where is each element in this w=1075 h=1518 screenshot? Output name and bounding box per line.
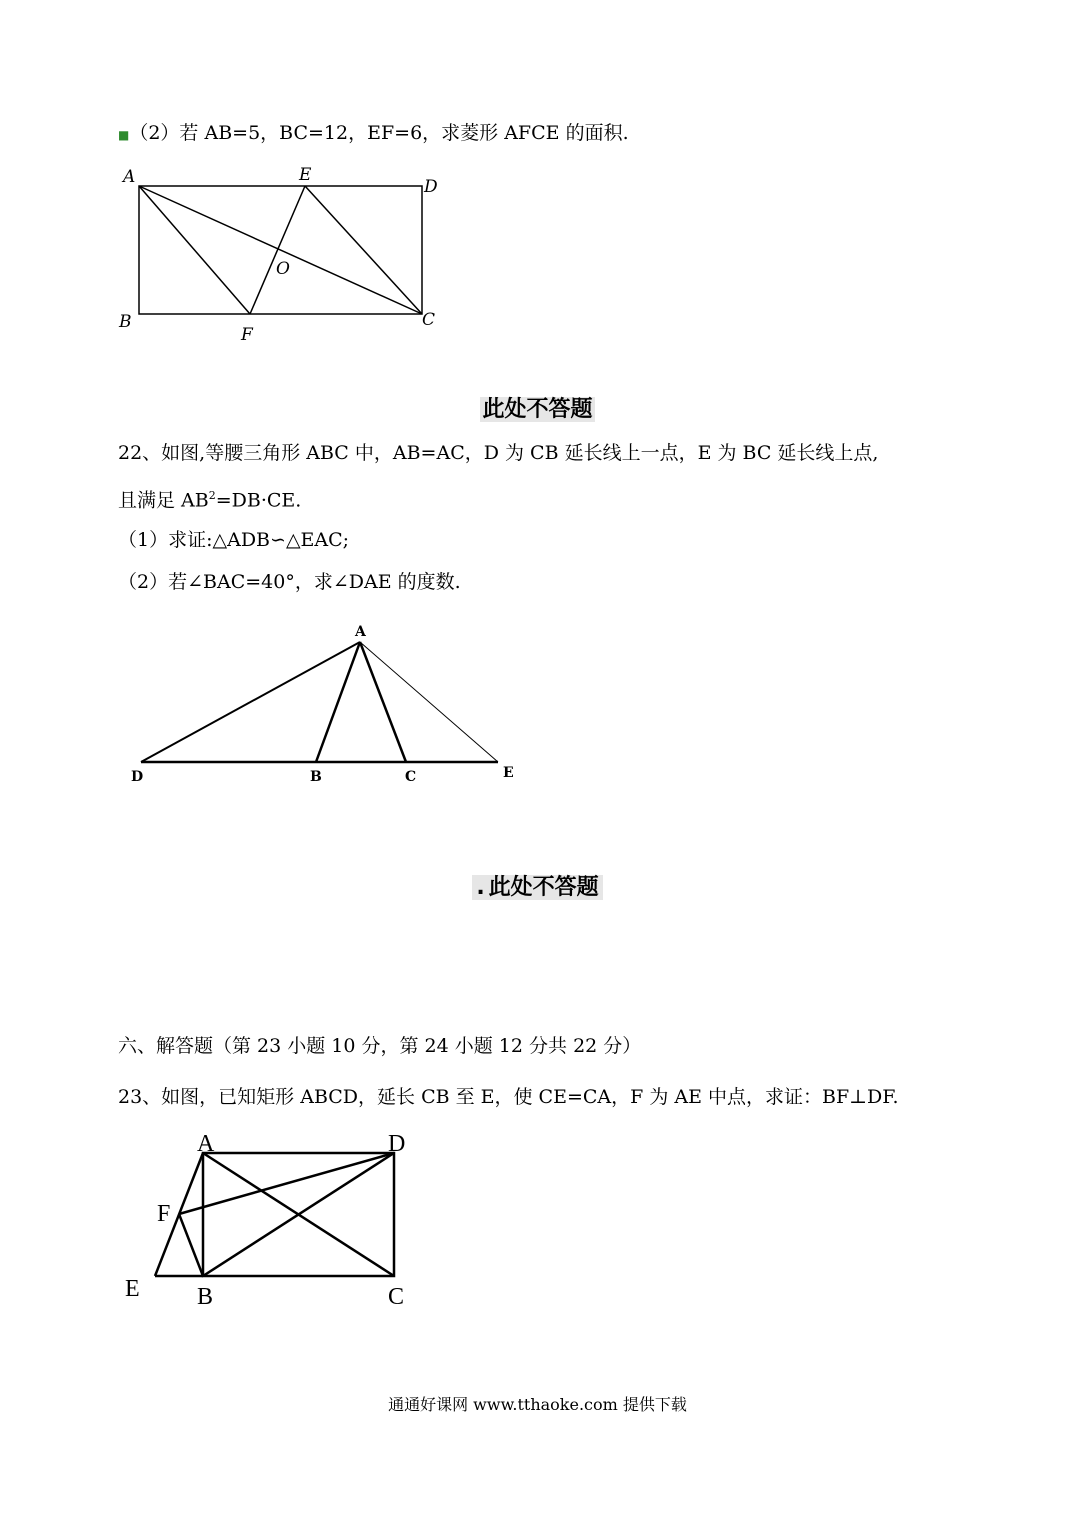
section-6-heading: 六、解答题（第 23 小题 10 分，第 24 小题 12 分共 22 分） [118,1035,642,1057]
segment-fd [179,1153,394,1214]
banner-2-label: 此处不答题 [488,875,599,900]
banner-1-text: 此处不答题 [482,397,593,422]
label-c2: C [405,769,417,785]
q22-line1: 22、如图,等腰三角形 ABC 中，AB=AC，D 为 CB 延长线上一点，E 为 BC 延长线上点, [118,442,879,464]
segment-fe [250,186,305,314]
q22-line2-post: =DB·CE. [215,489,302,512]
diagonal-ac [139,186,422,314]
segment-ac [360,642,406,762]
label-b: B [119,312,132,332]
segment-af [139,186,250,314]
label-d2: D [131,769,144,785]
diagonal-ac3 [203,1153,394,1276]
green-marker: ■ [118,128,130,142]
segment-fb [179,1214,203,1276]
segment-da [141,642,360,762]
label-c: C [422,310,436,330]
segment-ec [305,186,422,314]
label-a2: A [355,624,366,640]
label-a3: A [197,1131,215,1157]
segment-ea [155,1153,203,1276]
banner-2-dot: . [476,875,485,900]
q22-line2-pre: 且满足 AB [118,489,209,512]
diagonal-bd [203,1153,394,1276]
no-answer-banner-2 [0,870,1075,901]
q21-part2 [118,120,629,148]
label-e: E [299,165,312,185]
label-a: A [123,167,136,187]
label-d3: D [388,1131,406,1157]
page-footer: 通通好课网 www.tthaoke.com 提供下载 [388,1395,687,1414]
label-b3: B [197,1284,214,1310]
label-e2: E [503,765,514,781]
q22-part1: （1）求证:△ADB∽△EAC; [118,529,350,551]
label-f: F [241,325,253,345]
q22-line2-sup: 2 [208,489,216,502]
q22-part2: （2）若∠BAC=40°，求∠DAE 的度数. [118,571,461,593]
segment-ab [316,642,360,762]
label-f3: F [157,1201,171,1227]
label-e3: E [125,1276,140,1302]
banner-2-text [472,875,602,900]
segment-ae [360,642,498,762]
q22-line2 [118,483,301,513]
label-c3: C [388,1284,405,1310]
label-b2: B [310,769,322,785]
no-answer-banner-1 [0,392,1075,423]
rectangle-abcd [139,186,422,314]
q23-line1: 23、如图，已知矩形 ABCD，延长 CB 至 E，使 CE=CA，F 为 AE 中点，求证：BF⊥DF. [118,1086,899,1108]
q21-part2-text: （2）若 AB=5，BC=12，EF=6，求菱形 AFCE 的面积. [129,122,629,144]
rectangle-abcd3 [203,1153,394,1276]
label-d: D [424,177,438,197]
label-o: O [276,259,290,279]
